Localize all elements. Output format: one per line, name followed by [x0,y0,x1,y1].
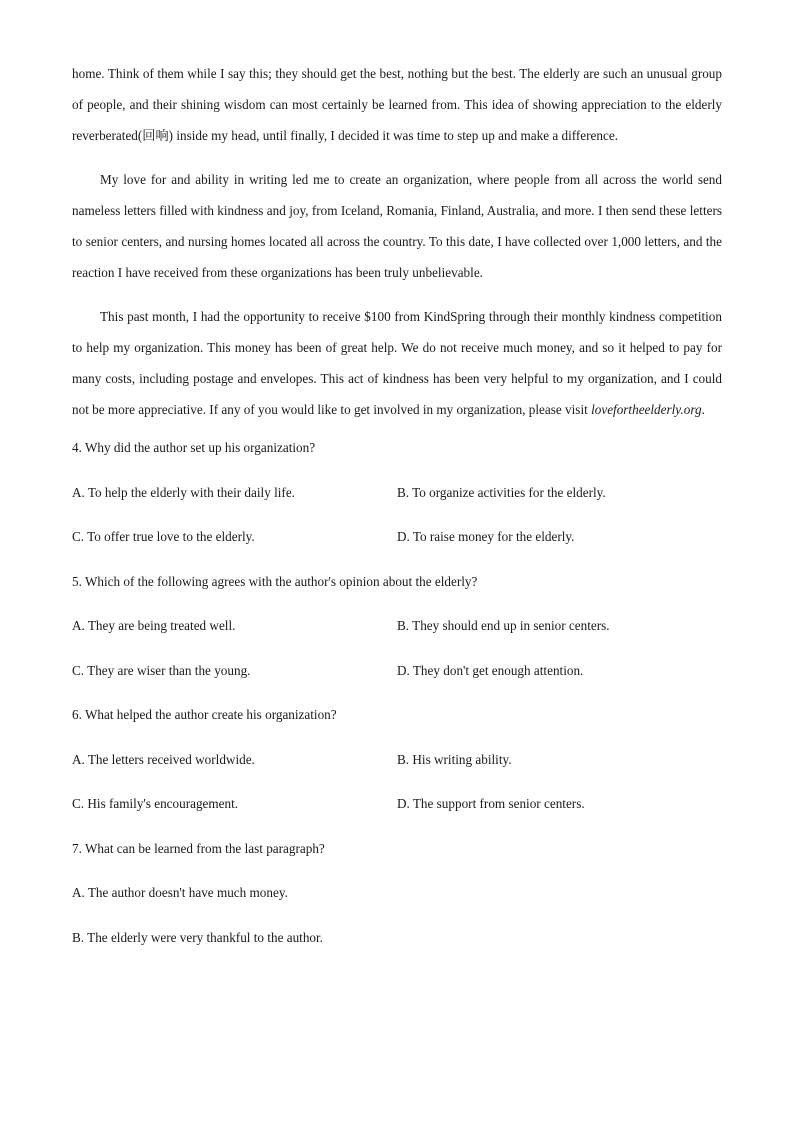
option-row [72,661,722,706]
question-6 [72,705,722,839]
option-row [72,616,722,661]
option-b: B. To organize activities for the elderly. [397,484,606,500]
paragraph-3-text: This past month, I had the opportunity to receive $100 from KindSpring through their monthly kindness competition to help my organization. This money has been of great help. We do not receive much money, and so it helped to pay for many costs, including postage and envelopes. This act of kindness has been very helpful to my organization, and I could not be more appreciative. If any of you would like to get involved in my organization, please visit [72,309,722,417]
option-a: A. They are being treated well. [72,618,236,633]
question-stem: 4. Why did the author set up his organization? [72,440,316,455]
website-link: lovefortheelderly.org [591,402,702,417]
option-a: A. The letters received worldwide. [72,751,255,767]
passage-paragraph-1: home. Think of them while I say this; they should get the best, nothing but the best. The elderly are such an unusual group of people, and their shining wisdom can most certainly be learned from. This idea of showing appreciation to the elderly reverberated(回响) inside my head, until finally, I decided it was time to step up and make a difference. [72,66,722,143]
option-row [72,483,722,528]
passage-paragraph-3 [72,301,722,425]
option-c: C. His family's encouragement. [72,796,239,811]
option-b: B. They should end up in senior centers. [397,618,610,633]
option-c: C. They are wiser than the young. [72,662,251,678]
question-stem: 7. What can be learned from the last paragraph? [72,840,325,856]
question-7 [72,839,722,973]
question-stem: 5. Which of the following agrees with the author's opinion about the elderly? [72,573,478,589]
document-page [72,58,722,972]
question-stem: 6. What helped the author create his organization? [72,707,337,722]
option-b: B. His writing ability. [397,751,512,767]
question-5 [72,572,722,706]
option-row [72,750,722,795]
option-d: D. They don't get enough attention. [397,662,584,678]
question-4 [72,438,722,572]
option-c: C. To offer true love to the elderly. [72,529,255,544]
option-d: D. To raise money for the elderly. [397,529,575,544]
option-row [72,527,722,572]
option-a: A. To help the elderly with their daily life. [72,484,295,500]
option-row [72,794,722,839]
option-a: A. The author doesn't have much money. [72,885,288,900]
option-b: B. The elderly were very thankful to the author. [72,929,323,945]
paragraph-3-end: . [701,402,705,417]
option-d: D. The support from senior centers. [397,796,585,811]
passage-paragraph-2: My love for and ability in writing led me to create an organization, where people from all across the world send nameless letters filled with kindness and joy, from Iceland, Romania, Finland, Australia, and more. I then send these letters to senior centers, and nursing homes located all across the country. To this date, I have collected over 1,000 letters, and the reaction I have received from these organizations has been truly unbelievable. [72,172,722,280]
